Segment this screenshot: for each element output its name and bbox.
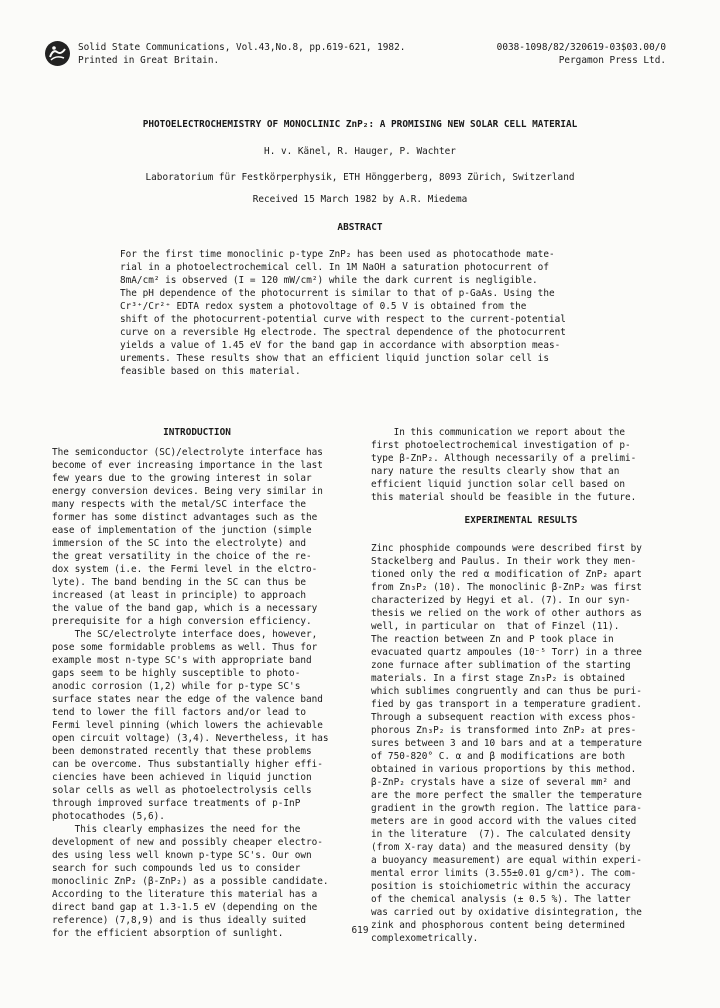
abstract-heading: ABSTRACT: [337, 222, 383, 233]
experimental-heading: EXPERIMENTAL RESULTS: [464, 515, 578, 526]
experimental-text: Zinc phosphide compounds were described first by Stackelberg and Paulus. In their work they men- tioned only the red α modification of ZnP₂ apart from Zn₃P₂ (10). The monoclinic β-ZnP₂ was first characterized by Hegyi et al. (7). In our syn- thesis we relied on the work of other authors as well, in particular on that of Finzel (11). The reaction between Zn and P took place in evacuated quartz ampoules (10⁻⁵ Torr) in a three zone furnace after sublimation of the starting materials. In a first stage Zn₃P₂ is obtained which sublimes congruently and can thus be puri- fied by gas transport in a temperature gradient. Through a subsequent reaction with excess phos- phorous Zn₃P₂ is transformed into ZnP₂ at pres- sures between 3 and 10 bars and at a temperature of 750-820° C. α and β modifications are both obtained in various proportions by this method. β-ZnP₂ crystals have a size of several mm² and are the more perfect the smaller the temperature gradient in the growth region. The lattice para- meters are in good accord with the values cited in the literature (7). The calculated density (from X-ray data) and the measured density (by a buoyancy measurement) are equal within experi- mental error limits (3.55±0.01 g/cm³). The com- position is stoichiometric within the accuracy of the chemical analysis (± 0.5 %). The latter was carried out by oxidative disintegration, the zink and phosphorous content being determined complexometrically.: [371, 543, 642, 944]
affiliation: Laboratorium für Festkörperphysik, ETH Hönggerberg, 8093 Zürich, Switzerland: [145, 172, 575, 183]
communication-paragraph: In this communication we report about the first photoelectrochemical investigation of p- type β-ZnP₂. Although necessarily of a prelimi- nary nature the results clearly show that an efficient liquid junction solar cell based on this material should be feasible in the future.: [371, 427, 637, 503]
journal-line: Solid State Communications, Vol.43,No.8, pp.619-621, 1982.: [78, 42, 406, 53]
publisher-info: [497, 41, 666, 67]
article-code: 0038-1098/82/320619-03$03.00/0: [496, 42, 666, 53]
paper-title: PHOTOELECTROCHEMISTRY OF MONOCLINIC ZnP₂: A PROMISING NEW SOLAR CELL MATERIAL: [142, 119, 578, 130]
publisher-name: Pergamon Press Ltd.: [558, 55, 666, 66]
introduction-text: The semiconductor (SC)/electrolyte interface has become of ever increasing importance in the last few years due to the growing interest in solar energy conversion devices. Being very similar in many respects with the metal/SC interface the former has some distinct advantages such as the ease of implementation of the junction (simple immersion of the SC into the electrolyte) and the great versatility in the choice of the re- dox system (i.e. the Fermi level in the elctro- lyte). The band bending in the SC can thus be increased (at least in principle) to approach the value of the band gap, which is a necessary prerequisite for a high conversion efficiency. The SC/electrolyte interface does, however, pose some formidable problems as well. Thus for example most n-type SC's with appropriate band gaps seem to be highly susceptible to photo- anodic corrosion (1,2) while for p-type SC's surface states near the edge of the valence band tend to lower the fill factors and/or lead to Fermi level pinning (which lowers the achievable open circuit voltage) (3,4). Nevertheless, it has been demonstrated recently that these problems can be overcome. Thus substantially higher effi- ciencies have been achieved in liquid junction solar cells as well as photoelectrolysis cells through improved surface treatments of p-InP photocathodes (5,6). This clearly emphasizes the need for the development of new and possibly cheaper electro- des using less well known p-type SC's. Our own search for such compounds led us to consider monoclinic ZnP₂ (β-ZnP₂) as a possible candidate. According to the literature this material has a direct band gap at 1.3-1.5 eV (depending on the reference) (7,8,9) and is thus ideally suited for the efficient absorption of sunlight.: [52, 447, 329, 939]
authors: H. v. Känel, R. Hauger, P. Wachter: [264, 146, 456, 157]
introduction-heading: INTRODUCTION: [163, 427, 231, 438]
publisher-logo-icon: [44, 40, 71, 67]
received-date: Received 15 March 1982 by A.R. Miedema: [252, 194, 468, 205]
printed-line: Printed in Great Britain.: [78, 55, 220, 66]
abstract-text: For the first time monoclinic p-type ZnP₂ has been used as photocathode mate- rial in a photoelectrochemical cell. In 1M NaOH a saturation photocurrent of 8mA/cm² is observed (I = 120 mW/cm²) while the dark current is negligible. The pH dependence of the photocurrent is similar to that of p-GaAs. Using the Cr³⁺/Cr²⁺ EDTA redox system a photovoltage of 0.5 V is obtained from the shift of the photocurrent-potential curve with respect to the current-potential curve on a reversible Hg electrode. The spectral dependence of the photocurrent yields a value of 1.45 eV for the band gap in accordance with absorption meas- urements. These results show that an efficient liquid junction solar cell is feasible based on this material.: [120, 249, 566, 377]
page-number: 619: [351, 925, 369, 936]
journal-info: [78, 41, 405, 67]
